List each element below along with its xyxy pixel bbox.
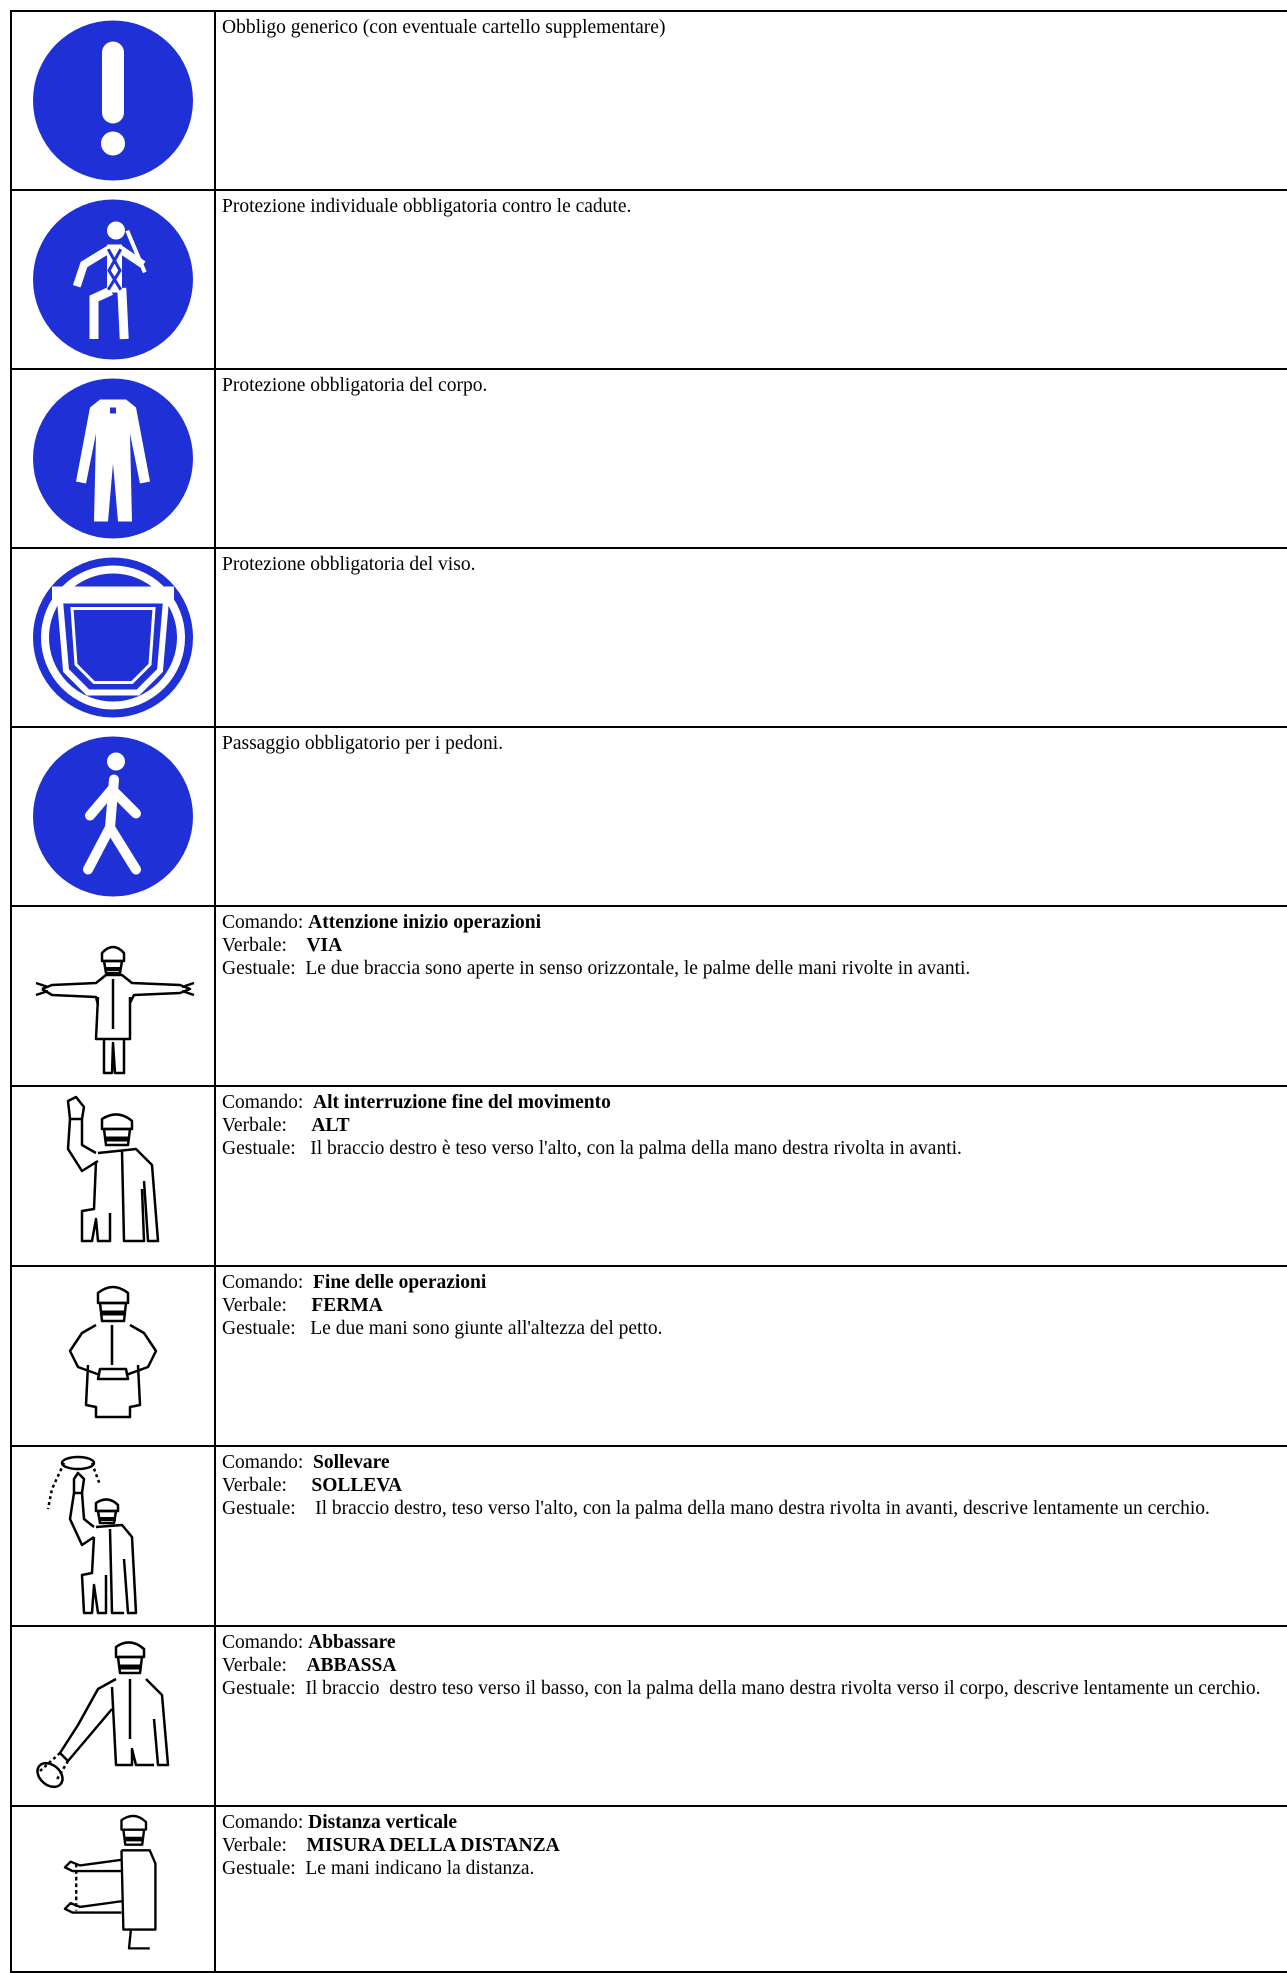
sign-description: [215, 548, 1287, 727]
table-row: [11, 1086, 1287, 1266]
comando-value: Fine delle operazioni: [313, 1272, 487, 1293]
sign-text: Protezione individuale obbligatoria contro le cadute.: [222, 196, 632, 217]
verbale-line: [222, 1654, 1287, 1677]
gestuale-line: [222, 1317, 1287, 1340]
gesture-description: [215, 1806, 1287, 1972]
comando-line: [222, 1091, 1287, 1114]
comando-value: Sollevare: [313, 1452, 390, 1473]
gestuale-label: Gestuale:: [222, 1138, 296, 1159]
comando-label: Comando:: [222, 1632, 304, 1653]
verbale-line: [222, 934, 1287, 957]
verbale-line: [222, 1294, 1287, 1317]
pedestrian-mandatory-sign-icon: [12, 728, 214, 905]
sign-description: [215, 190, 1287, 369]
table-row: [11, 906, 1287, 1086]
comando-line: [222, 1271, 1287, 1294]
gestuale-line: [222, 957, 1287, 980]
sign-cell: [11, 369, 215, 548]
gestuale-label: Gestuale:: [222, 1678, 296, 1699]
comando-label: Comando:: [222, 1452, 304, 1473]
gesture-vertical-distance-icon: [12, 1807, 214, 1971]
gestuale-value: Le due mani sono giunte all'altezza del petto.: [310, 1318, 663, 1339]
gestuale-value: Il braccio destro, teso verso l'alto, con la palma della mano destra rivolta in avanti, descrive lentamente un cerchio.: [315, 1498, 1210, 1519]
comando-label: Comando:: [222, 1092, 304, 1113]
gesture-description: [215, 906, 1287, 1086]
gesture-cell: [11, 1806, 215, 1972]
comando-value: Distanza verticale: [308, 1812, 458, 1833]
gesture-cell: [11, 1266, 215, 1446]
verbale-value: VIA: [306, 935, 343, 956]
sign-text: Protezione obbligatoria del viso.: [222, 554, 476, 575]
gesture-cell: [11, 1446, 215, 1626]
gesture-lower-circle-icon: [12, 1627, 214, 1805]
sign-text: Protezione obbligatoria del corpo.: [222, 375, 488, 396]
comando-line: [222, 1811, 1287, 1834]
comando-label: Comando:: [222, 1272, 304, 1293]
gestuale-line: [222, 1497, 1287, 1520]
verbale-line: [222, 1474, 1287, 1497]
table-row: [11, 369, 1287, 548]
table-row: [11, 1266, 1287, 1446]
verbale-label: Verbale:: [222, 1475, 287, 1496]
comando-line: [222, 911, 1287, 934]
verbale-value: FERMA: [311, 1295, 383, 1316]
exclamation-mandatory-sign-icon: [12, 12, 214, 189]
gesture-raise-circle-icon: [12, 1447, 214, 1625]
table-row: [11, 1626, 1287, 1806]
gestuale-line: [222, 1677, 1287, 1700]
sign-cell: [11, 548, 215, 727]
verbale-label: Verbale:: [222, 1115, 287, 1136]
table-row: [11, 548, 1287, 727]
sign-description: [215, 369, 1287, 548]
gestuale-value: Le mani indicano la distanza.: [305, 1858, 535, 1879]
gesture-description: [215, 1086, 1287, 1266]
verbale-line: [222, 1114, 1287, 1137]
gestuale-value: Il braccio destro è teso verso l'alto, con la palma della mano destra rivolta in avanti.: [310, 1138, 962, 1159]
sign-text: Obbligo generico (con eventuale cartello supplementare): [222, 17, 666, 38]
gesture-hands-joined-icon: [12, 1267, 214, 1445]
comando-line: [222, 1631, 1287, 1654]
gestuale-line: [222, 1857, 1287, 1880]
verbale-value: ABBASSA: [306, 1655, 397, 1676]
gesture-description: [215, 1266, 1287, 1446]
comando-value: Attenzione inizio operazioni: [308, 912, 542, 933]
gestuale-label: Gestuale:: [222, 958, 296, 979]
comando-label: Comando:: [222, 1812, 304, 1833]
verbale-line: [222, 1834, 1287, 1857]
gesture-cell: [11, 1626, 215, 1806]
gesture-arms-open-icon: [12, 907, 214, 1085]
verbale-label: Verbale:: [222, 1835, 287, 1856]
gesture-cell: [11, 906, 215, 1086]
gestuale-line: [222, 1137, 1287, 1160]
fall-harness-mandatory-sign-icon: [12, 191, 214, 368]
gestuale-value: Il braccio destro teso verso il basso, con la palma della mano destra rivolta verso il corpo, descrive lentamente un cerchio.: [305, 1678, 1261, 1699]
gestuale-value: Le due braccia sono aperte in senso orizzontale, le palme delle mani rivolte in avanti.: [305, 958, 971, 979]
gestuale-label: Gestuale:: [222, 1318, 296, 1339]
sign-description: [215, 11, 1287, 190]
table-row: [11, 190, 1287, 369]
gestuale-label: Gestuale:: [222, 1498, 296, 1519]
comando-label: Comando:: [222, 912, 304, 933]
gestuale-label: Gestuale:: [222, 1858, 296, 1879]
gesture-description: [215, 1446, 1287, 1626]
table-row: [11, 1806, 1287, 1972]
safety-signs-table: [10, 10, 1287, 1973]
sign-text: Passaggio obbligatorio per i pedoni.: [222, 733, 504, 754]
gesture-cell: [11, 1086, 215, 1266]
verbale-value: SOLLEVA: [311, 1475, 403, 1496]
body-protection-mandatory-sign-icon: [12, 370, 214, 547]
gesture-arm-raised-icon: [12, 1087, 214, 1265]
gesture-description: [215, 1626, 1287, 1806]
verbale-value: MISURA DELLA DISTANZA: [306, 1835, 560, 1856]
verbale-label: Verbale:: [222, 935, 287, 956]
table-row: [11, 1446, 1287, 1626]
comando-line: [222, 1451, 1287, 1474]
sign-description: [215, 727, 1287, 906]
comando-value: Abbassare: [308, 1632, 396, 1653]
comando-value: Alt interruzione fine del movimento: [313, 1092, 611, 1113]
verbale-label: Verbale:: [222, 1295, 287, 1316]
table-row: [11, 727, 1287, 906]
sign-cell: [11, 190, 215, 369]
sign-cell: [11, 11, 215, 190]
verbale-label: Verbale:: [222, 1655, 287, 1676]
table-row: [11, 11, 1287, 190]
face-shield-mandatory-sign-icon: [12, 549, 214, 726]
verbale-value: ALT: [311, 1115, 350, 1136]
sign-cell: [11, 727, 215, 906]
